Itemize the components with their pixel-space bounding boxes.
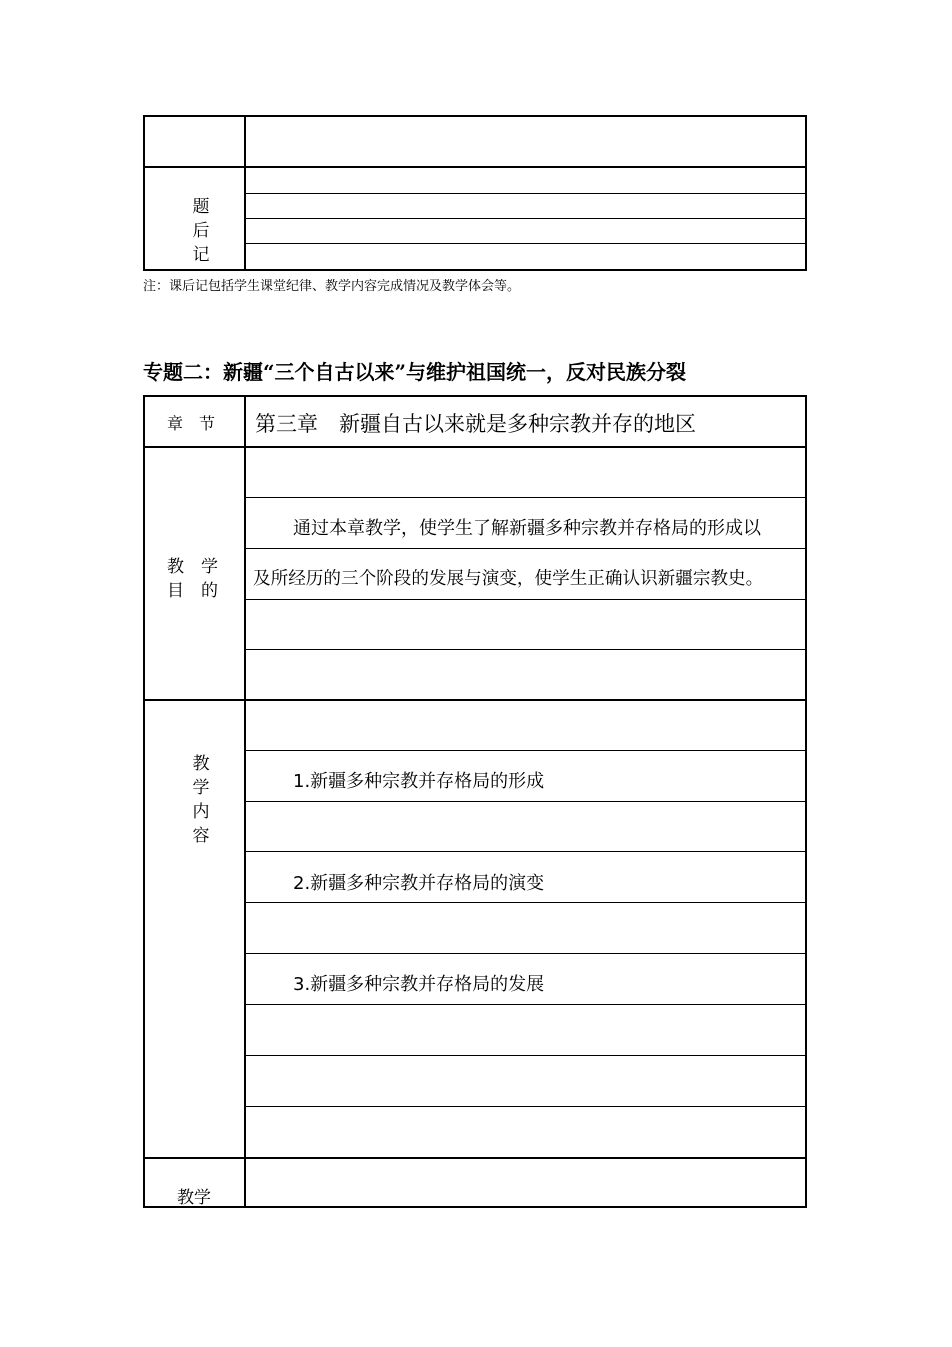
- label-char: 记: [192, 245, 210, 265]
- row-line: [245, 1004, 805, 1005]
- row-divider: [145, 446, 805, 448]
- objective-label-line2: 目 的: [167, 581, 218, 601]
- row-line: [245, 243, 805, 244]
- content-item-1: 1.新疆多种宗教并存格局的形成: [293, 771, 545, 792]
- label-char: 内: [192, 802, 210, 822]
- row-line: [245, 497, 805, 498]
- row-line: [245, 801, 805, 802]
- teaching-content-label: [191, 752, 211, 848]
- row-line: [245, 218, 805, 219]
- row-line: [245, 750, 805, 751]
- chapter-label: 章 节: [167, 414, 216, 433]
- row-divider: [145, 1157, 805, 1159]
- post-class-notes-label: [191, 195, 211, 267]
- content-item-2: 2.新疆多种宗教并存格局的演变: [293, 873, 545, 894]
- label-char: 教: [192, 754, 210, 774]
- chapter-value: 第三章 新疆自古以来就是多种宗教并存的地区: [255, 412, 696, 436]
- objective-text-line2: 及所经历的三个阶段的发展与演变，使学生正确认识新疆宗教史。: [253, 569, 764, 589]
- row-line: [245, 902, 805, 903]
- label-char: 题: [192, 197, 210, 217]
- row-divider: [145, 699, 805, 701]
- lesson-plan-table: [143, 395, 807, 1208]
- bottom-row-label: 教学: [177, 1188, 211, 1208]
- row-line: [245, 548, 805, 549]
- row-line: [245, 1106, 805, 1107]
- objective-label-line1: 教 学: [167, 557, 218, 577]
- row-line: [245, 1055, 805, 1056]
- objective-text-line1: 通过本章教学，使学生了解新疆多种宗教并存格局的形成以: [293, 518, 761, 539]
- row-line: [245, 649, 805, 650]
- label-char: 容: [192, 826, 210, 846]
- label-char: 后: [192, 221, 210, 241]
- table-note: 注：课后记包括学生课堂纪律、教学内容完成情况及教学体会等。: [143, 279, 521, 294]
- row-line: [245, 851, 805, 852]
- row-line: [245, 953, 805, 954]
- top-table: [143, 115, 807, 271]
- content-item-3: 3.新疆多种宗教并存格局的发展: [293, 974, 545, 995]
- label-char: 学: [192, 778, 210, 798]
- row-line: [245, 599, 805, 600]
- row-divider: [145, 166, 805, 168]
- section-title: 专题二：新疆“三个自古以来”与维护祖国统一，反对民族分裂: [143, 360, 687, 384]
- row-line: [245, 193, 805, 194]
